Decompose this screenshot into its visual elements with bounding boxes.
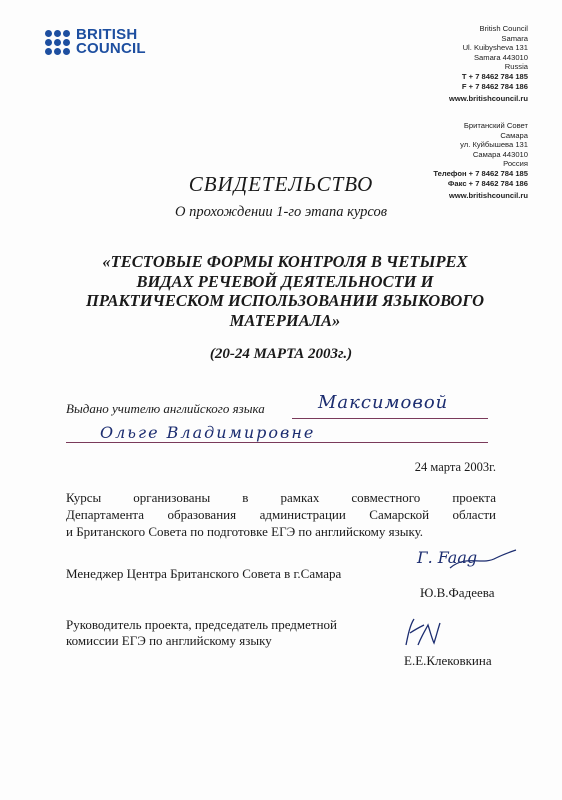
address-line: Russia [504,62,528,72]
course-title-line: МАТЕРИАЛА» [229,310,341,330]
recipient-given-name: Ольге Владимировне [100,423,316,442]
issue-date: 24 марта 2003г. [414,460,496,474]
address-english [449,24,528,104]
website-link: www.britishcouncil.ru [448,191,528,201]
logo-text: BRITISH COUNCIL [76,26,146,57]
phone-number: T + 7 8462 784 185 [461,71,528,81]
document-subtitle: О прохождении 1-го этапа курсов [174,204,387,220]
manager-signature: Г. Faag [417,548,478,567]
course-title-line: ВИДАХ РЕЧЕВОЙ ДЕЯТЕЛЬНОСТИ И [136,271,434,291]
logo-dots-icon [45,30,70,55]
address-line: Ul. Kuibysheva 131 [462,43,528,53]
recipient-surname: Максимовой [318,392,449,413]
phone-number: Телефон + 7 8462 784 185 [433,168,528,178]
underline [292,418,488,419]
signature-flourish-icon [446,548,520,574]
address-line: Самара 443010 [472,149,528,159]
address-line: Самара [500,130,528,140]
address-line: British Council [479,24,528,33]
manager-label: Менеджер Центра Британского Совета в г.Самара [66,566,342,581]
paragraph-line: Департамента образования администрации Самарской области [66,507,496,522]
address-line: Samara [501,33,528,43]
course-title-line: ПРАКТИЧЕСКОМ ИСПОЛЬЗОВАНИИ ЯЗЫКОВОГО [85,291,484,310]
project-head-label-line2: комиссии ЕГЭ по английскому языку [66,633,272,648]
course-title [70,252,500,330]
manager-name: Ю.В.Фадеева [420,585,495,600]
course-description [66,489,496,540]
underline [66,442,488,443]
issued-label: Выдано учителю английского языка [66,401,265,416]
document-title: СВИДЕТЕЛЬСТВО [188,172,374,196]
project-head-name: Е.Е.Клековкина [404,653,492,668]
british-council-logo [45,28,146,56]
address-line: Россия [503,159,528,169]
address-line: Samara 443010 [473,52,528,62]
course-dates: (20-24 МАРТА 2003г.) [209,346,353,362]
address-line: ул. Куйбышева 131 [460,140,528,150]
course-title-line: «ТЕСТОВЫЕ ФОРМЫ КОНТРОЛЯ В ЧЕТЫРЕХ [102,252,468,271]
website-link: www.britishcouncil.ru [448,94,528,104]
fax-number: Факс + 7 8462 784 186 [447,178,528,188]
paragraph-line: и Британского Совета по подготовке ЕГЭ по английскому языку. [66,524,424,539]
project-head-signature-icon [398,615,444,649]
project-head-label-line1: Руководитель проекта, председатель предметной [66,617,338,632]
fax-number: F + 7 8462 784 186 [461,81,528,91]
address-line: Британский Совет [463,121,528,130]
paragraph-line: Курсы организованы в рамках совместного проекта [66,490,496,505]
